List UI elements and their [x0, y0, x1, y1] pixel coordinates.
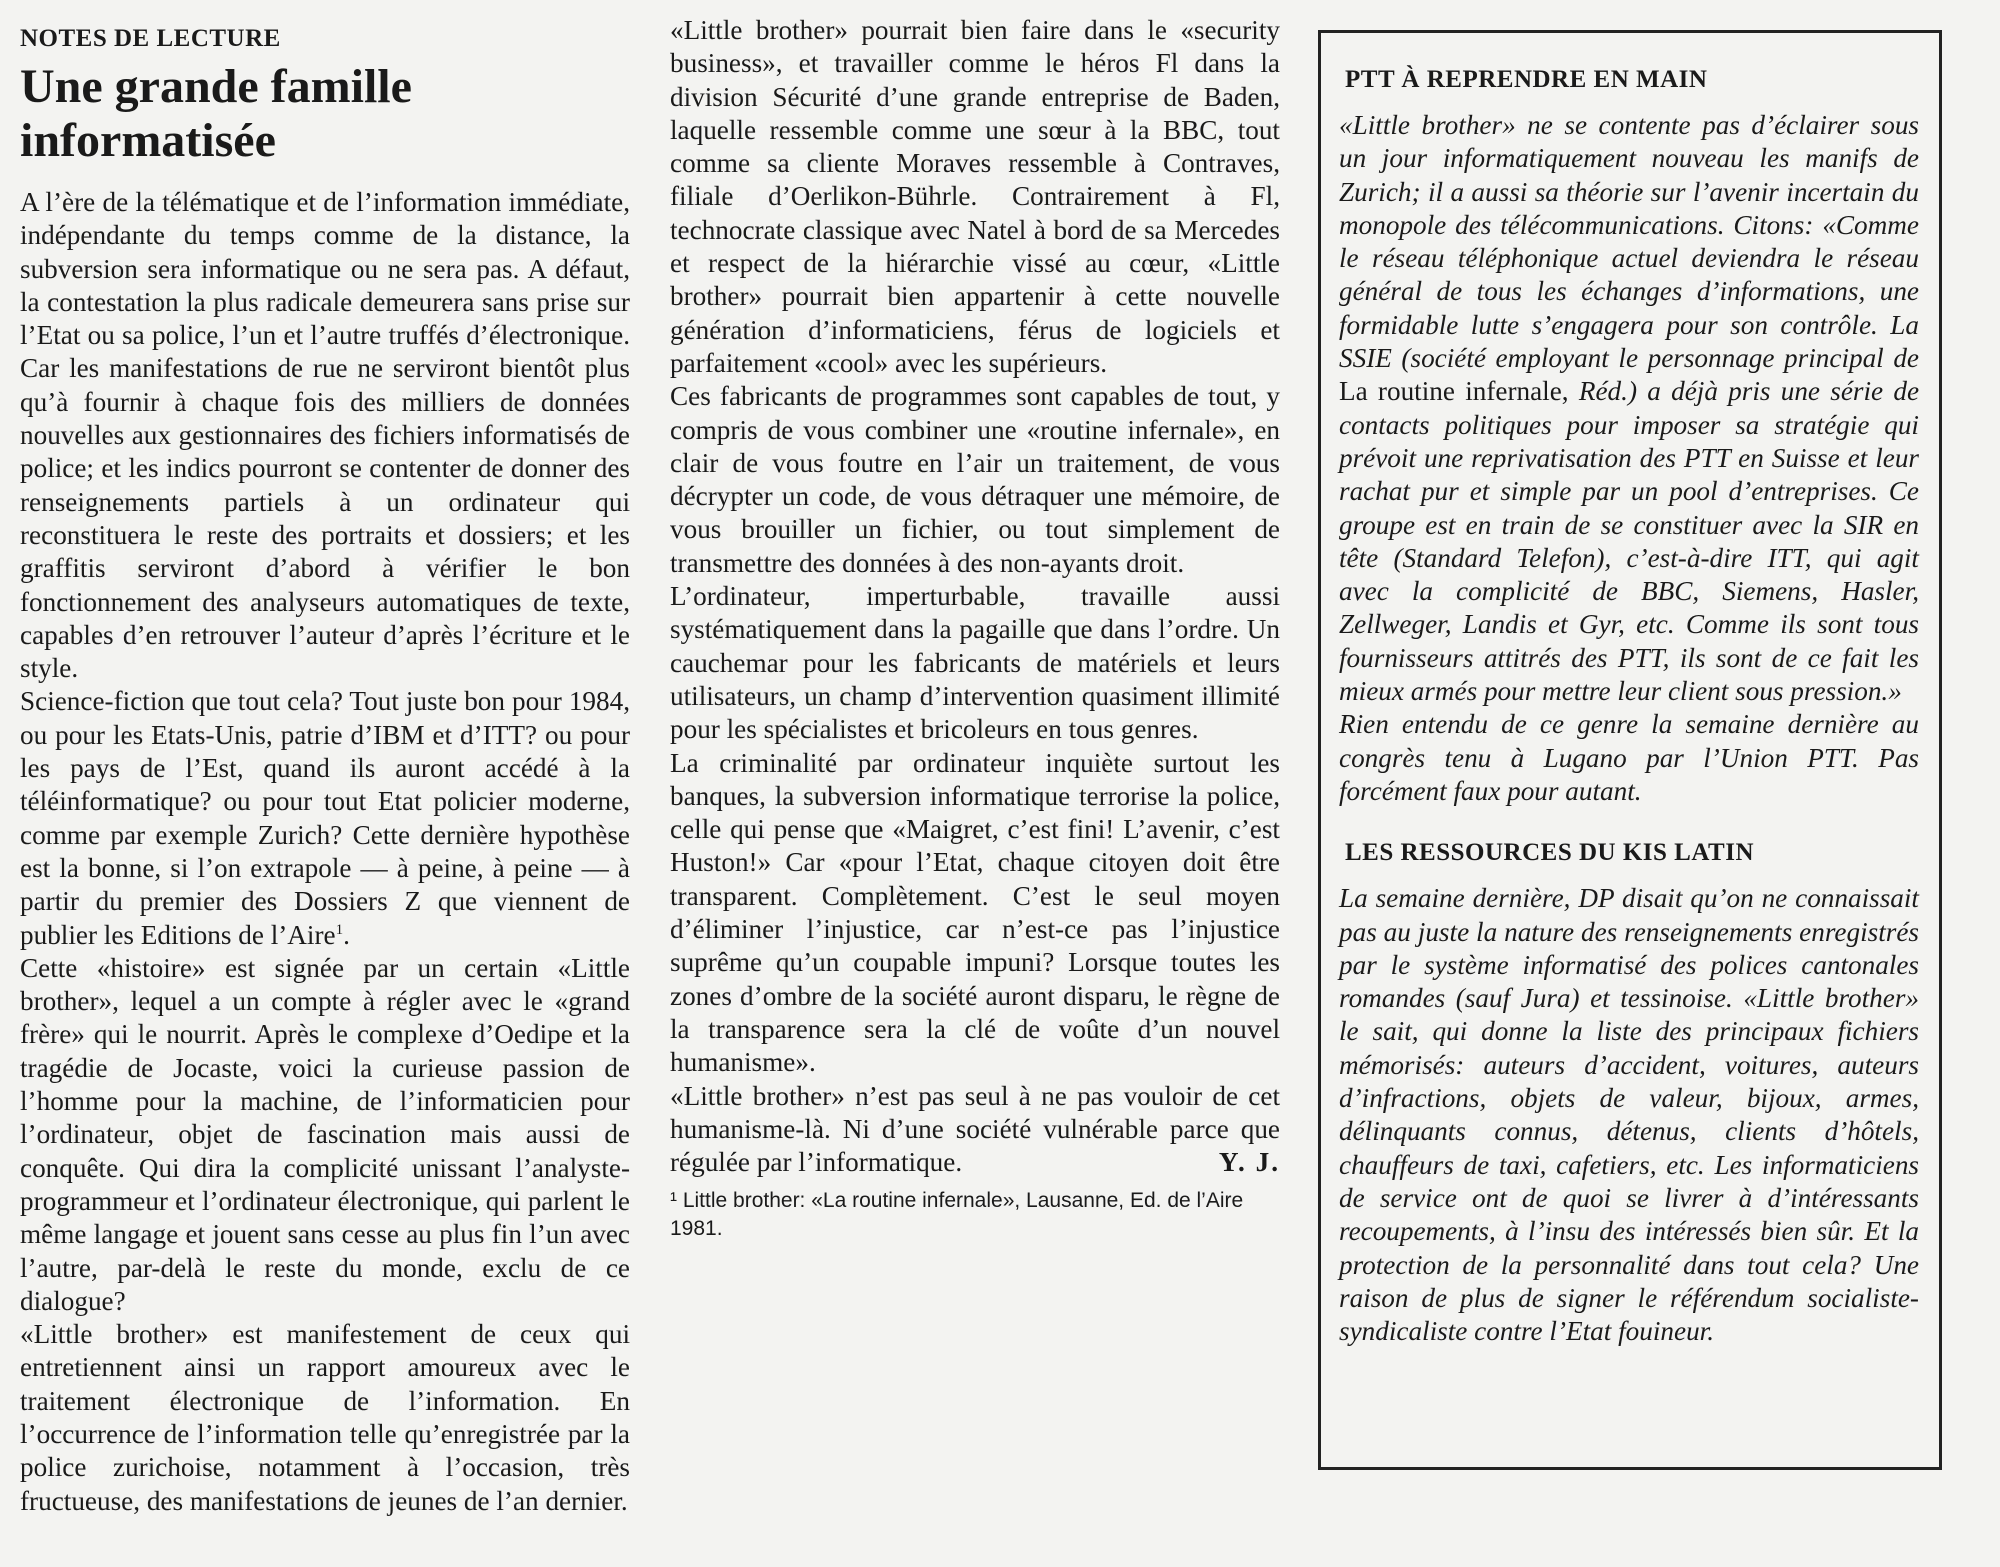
sidebar-text-ptt: «Little brother» ne se contente pas d’éclairer sous un jour informatiquement nouveau les manifs de Zurich; il a aussi sa théorie sur l’avenir incertain du monopole des télécommunications. Citons: «Comme le réseau téléphonique actuel deviendra le réseau général de tous les échanges d’informations, une formidable lutte s’engagera pour son contrôle. La SSIE (société employant le personnage principal de La routine infernale, Réd.) a déjà pris une série de contacts politiques pour imposer sa stratégie qui prévoit une reprivatisation des PTT en Suisse et leur rachat pur et simple par un pool d’entreprises. Ce groupe est en train de se constituer avec la SIR en tête (Standard Telefon), c’est-à-dire ITT, qui agit avec la complicité de BBC, Siemens, Hasler, Zellweger, Landis et Gyr, etc. Comme ils sont tous fournisseurs attitrés des PTT, ils sont de ce fait les mieux armés pour mettre leur client sous pression.»	[1339, 110, 1920, 707]
article-column-1	[20, 22, 630, 1518]
article-paragraph: L’ordinateur, imperturbable, travaille aussi systématiquement dans la pagaille que dans l’ordre. Un cauchemar pour les fabricants de matériels et leurs utilisateurs, un champ d’intervention quasiment illimité pour les spécialistes et bricoleurs en tous genres.	[670, 581, 1280, 745]
article-paragraph: «Little brother» n’est pas seul à ne pas vouloir de cet humanisme-là. Ni d’une société vulnérable parce que régulée par l’informatique. Y. J.	[670, 1080, 1280, 1180]
sidebar-text-ptt-comment: Rien entendu de ce genre la semaine dernière au congrès tenu à Lugano par l’Union PTT. Pas forcément faux pour autant.	[1339, 709, 1919, 806]
article-paragraph: A l’ère de la télématique et de l’information immédiate, indépendante du temps comme de la distance, la subversion sera informatique ou ne sera pas. A défaut, la contestation la plus radicale demeurera sans prise sur l’Etat ou sa police, l’un et l’autre truffés d’électronique. Car les manifestations de rue ne serviront bientôt plus qu’à fournir à chaque fois des milliers de données nouvelles aux gestionnaires des fichiers informatisés de police; et les indics pourront se contenter de donner des renseignements partiels à un ordinateur qui reconstituera le reste des portraits et dossiers; et les graffitis serviront d’abord à vérifier le bon fonctionnement des analyseurs automatiques de texte, capables d’en retrouver l’auteur d’après l’écriture et le style.	[20, 187, 630, 684]
article-column-2	[670, 14, 1280, 1243]
book-title: La routine infernale,	[1339, 376, 1569, 407]
sidebar-title-kis: LES RESSOURCES DU KIS LATIN	[1345, 839, 1754, 867]
article-paragraph: Cette «histoire» est signée par un certain «Little brother», lequel a un compte à régler avec le «grand frère» qui le nourrit. Après le complexe d’Oedipe et la tragédie de Jocaste, voici la curieuse passion de l’homme pour la machine, de l’informaticien pour l’ordinateur, objet de fascination mais aussi de conquête. Qui dira la complicité unissant l’analyste-programmeur et l’ordinateur électronique, qui parlent le même langage et jouent sans cesse au plus fin l’un avec l’autre, par-delà le reste du monde, exclu de ce dialogue?	[20, 952, 630, 1316]
footnote-marker: 1	[335, 921, 344, 938]
sidebar-title-ptt: PTT À REPRENDRE EN MAIN	[1345, 66, 1708, 93]
footnote: ¹ Little brother: «La routine infernale», Lausanne, Ed. de l’Aire 1981.	[670, 1189, 1244, 1241]
sidebar-box	[1318, 30, 1942, 1470]
section-kicker: NOTES DE LECTURE	[20, 25, 281, 52]
article-paragraph: Ces fabricants de programmes sont capables de tout, y compris de vous combiner une «routine infernale», en clair de vous foutre en l’air un traitement, de vous décrypter un code, de vous détraquer une mémoire, de vous brouiller un fichier, ou tout simplement de transmettre des données à des non-ayants droit.	[670, 381, 1280, 578]
article-title: Une grande famille informatisée	[20, 60, 412, 167]
author-signature: Y. J.	[1218, 1147, 1280, 1178]
article-paragraph: La criminalité par ordinateur inquiète surtout les banques, la subversion informatique terrorise la police, celle qui pense que «Maigret, c’est fini! L’avenir, c’est Huston!» Car «pour l’Etat, chaque citoyen doit être transparent. Complètement. C’est le seul moyen d’éliminer l’injustice, car n’est-ce pas l’injustice suprême qu’un coupable impuni? Lorsque toutes les zones d’ombre de la société auront disparu, le règne de la transparence sera la clé de voûte d’un nouvel humanisme».	[670, 747, 1280, 1078]
sidebar-text-kis: La semaine dernière, DP disait qu’on ne connaissait pas au juste la nature des renseignements enregistrés par le système informatisé des polices cantonales romandes (sauf Jura) et tessinoise. «Little brother» le sait, qui donne la liste des principaux fichiers mémorisés: auteurs d’accident, voitures, auteurs d’infractions, objets de valeur, bijoux, armes, délinquants connus, détenus, clients d’hôtels, chauffeurs de taxi, cafetiers, etc. Les informaticiens de service ont de quoi se livrer à d’intéressants recoupements, à l’insu des intéressés bien sûr. Et la protection de la personnalité dans tout cela? Une raison de plus de signer le référendum socialiste-syndicaliste contre l’Etat fouineur.	[1339, 883, 1919, 1347]
article-paragraph: «Little brother» est manifestement de ceux qui entretiennent ainsi un rapport amoureux avec le traitement électronique de l’information. En l’occurrence de l’information telle qu’enregistrée par la police zurichoise, notamment à l’occasion, très fructueuse, des manifestations de jeunes de l’an dernier.	[20, 1319, 630, 1516]
article-paragraph: Science-fiction que tout cela? Tout juste bon pour 1984, ou pour les Etats-Unis, patrie d’IBM et d’ITT? ou pour les pays de l’Est, quand ils auront accédé à la téléinformatique? ou pour tout Etat policier moderne, comme par exemple Zurich? Cette dernière hypothèse est la bonne, si l’on extrapole — à peine, à peine — à partir du premier des Dossiers Z que viennent de publier les Editions de l’Aire$^1$.	[20, 686, 630, 950]
article-paragraph: «Little brother» pourrait bien faire dans le «security business», et travailler comme le héros Fl dans la division Sécurité d’une grande entreprise de Baden, laquelle ressemble comme une sœur à la BBC, tout comme sa cliente Moraves ressemble à Contraves, filiale d’Oerlikon-Bührle. Contrairement à Fl, technocrate classique avec Natel à bord de sa Mercedes et respect de la hiérarchie vissé au cœur, «Little brother» pourrait bien appartenir à cette nouvelle génération d’informaticiens, férus de logiciels et parfaitement «cool» avec les supérieurs.	[670, 15, 1280, 378]
